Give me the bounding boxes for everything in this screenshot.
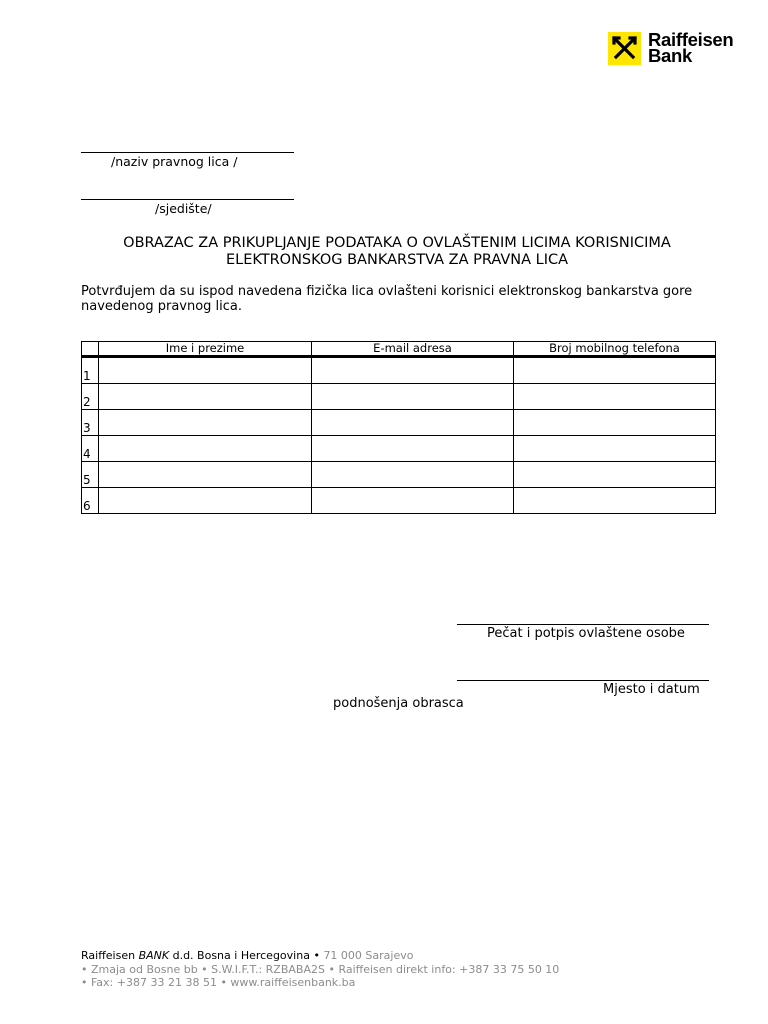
brand-name-line2: Bank (648, 45, 693, 66)
name-cell[interactable] (99, 462, 312, 488)
seat-label: /sjedište/ (155, 201, 212, 216)
phone-cell[interactable] (514, 436, 716, 462)
signature-blank-line[interactable] (457, 624, 709, 625)
name-cell[interactable] (99, 357, 312, 384)
email-cell[interactable] (312, 436, 514, 462)
footer-line2: • Zmaja od Bosne bb • S.W.I.F.T.: RZBABA2S • Raiffeisen direkt info: +387 33 75 50 10 (81, 962, 560, 976)
table-row (82, 357, 716, 384)
form-title-line2: ELEKTRONSKOG BANKARSTVA ZA PRAVNA LICA (225, 252, 569, 268)
form-title (80, 235, 714, 269)
seat-blank-line[interactable] (81, 199, 294, 200)
stamp-signature-label: Pečat i potpis ovlaštene osobe (487, 626, 685, 641)
header-phone: Broj mobilnog telefona (514, 342, 716, 357)
place-date-label: Mjesto i datum (603, 682, 700, 697)
table-row (82, 462, 716, 488)
email-cell[interactable] (312, 462, 514, 488)
name-cell[interactable] (99, 384, 312, 410)
phone-cell[interactable] (514, 410, 716, 436)
brand-name-line1: Raiffeisen (648, 29, 734, 50)
phone-cell[interactable] (514, 488, 716, 514)
table-row (82, 384, 716, 410)
table-header-row (82, 342, 716, 357)
email-cell[interactable] (312, 384, 514, 410)
email-cell[interactable] (312, 357, 514, 384)
brand-name (648, 29, 734, 66)
raiffeisen-logo (608, 29, 738, 68)
row-number: 1 (82, 357, 99, 384)
place-date-blank-line[interactable] (457, 680, 709, 681)
footer-city: 71 000 Sarajevo (323, 949, 414, 962)
row-number: 6 (82, 488, 99, 514)
phone-cell[interactable] (514, 462, 716, 488)
footer-line1 (81, 949, 559, 963)
company-name-label: /naziv pravnog lica / (111, 154, 238, 169)
footer-company-a: Raiffeisen (81, 949, 139, 962)
header-num (82, 342, 99, 357)
email-cell[interactable] (312, 410, 514, 436)
name-cell[interactable] (99, 410, 312, 436)
header-name: Ime i prezime (99, 342, 312, 357)
phone-cell[interactable] (514, 384, 716, 410)
table-row (82, 488, 716, 514)
intro-text: Potvrđujem da su ispod navedena fizička lica ovlašteni korisnici elektronskog bankarstva gore navedenog pravnog lica. (81, 284, 693, 314)
row-number: 3 (82, 410, 99, 436)
phone-cell[interactable] (514, 357, 716, 384)
footer-company-c: d.d. Bosna i Hercegovina (169, 949, 310, 962)
raiffeisen-gable-cross-icon (608, 32, 641, 65)
name-cell[interactable] (99, 488, 312, 514)
company-name-blank-line[interactable] (81, 152, 294, 153)
form-title-line1: OBRAZAC ZA PRIKUPLJANJE PODATAKA O OVLAŠTENIM LICIMA KORISNICIMA (123, 235, 671, 251)
row-number: 2 (82, 384, 99, 410)
header-email: E-mail adresa (312, 342, 514, 357)
footer-line3[interactable]: • Fax: +387 33 21 38 51 • www.raiffeisenbank.ba (81, 976, 356, 989)
footer-bullet: • (309, 949, 324, 962)
table-row (82, 410, 716, 436)
row-number: 5 (82, 462, 99, 488)
row-number: 4 (82, 436, 99, 462)
footer (81, 949, 559, 990)
email-cell[interactable] (312, 488, 514, 514)
place-date-label-continued: podnošenja obrasca (333, 696, 464, 711)
authorized-persons-table (81, 341, 716, 514)
name-cell[interactable] (99, 436, 312, 462)
table-row (82, 436, 716, 462)
footer-company-b: BANK (138, 949, 170, 962)
